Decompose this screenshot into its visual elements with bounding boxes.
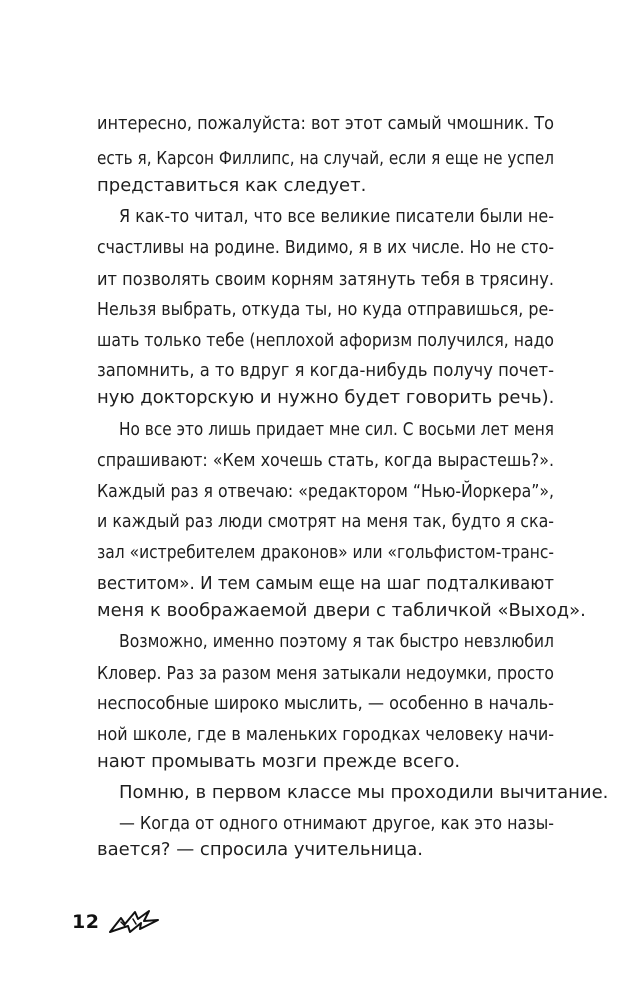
page-footer bbox=[72, 902, 163, 942]
text-line bbox=[0, 230, 619, 266]
line-text: и каждый раз люди смотрят на меня так, будто я ска- bbox=[97, 511, 554, 532]
line-text: меня к воображаемой двери с табличкой «Выход». bbox=[97, 600, 586, 621]
line-text: ной школе, где в маленьких городках человеку начи- bbox=[97, 724, 554, 745]
text-line bbox=[0, 832, 619, 868]
line-text: вается? — спросила учительница. bbox=[97, 839, 424, 860]
line-text: интересно, пожалуйста: вот этот самый чмошник. То bbox=[97, 113, 554, 134]
line-text: веститом». И тем самым еще на шаг подталкивают bbox=[97, 573, 554, 594]
line-text: Но все это лишь придает мне сил. С восьми лет меня bbox=[119, 419, 554, 440]
line-text: ную докторскую и нужно будет говорить речь). bbox=[97, 387, 555, 408]
line-text: счастливы на родине. Видимо, я в их числе. Но не сто- bbox=[97, 237, 554, 258]
line-text: Возможно, именно поэтому я так быстро невзлюбил bbox=[119, 631, 554, 652]
line-text: представиться как следует. bbox=[97, 175, 367, 196]
line-text: неспособные широко мыслить, — особенно в началь- bbox=[97, 693, 554, 714]
line-text: запомнить, а то вдруг я когда-нибудь получу почет- bbox=[97, 360, 554, 381]
line-text: зал «истребителем драконов» или «гольфистом-транс- bbox=[97, 542, 554, 563]
line-text: Я как-то читал, что все великие писатели были не- bbox=[119, 206, 554, 227]
line-text: Кловер. Раз за разом меня затыкали недоумки, просто bbox=[97, 663, 554, 684]
line-text: шать только тебе (неплохой афоризм получился, надо bbox=[97, 330, 554, 351]
lightning-bolt-icon bbox=[107, 908, 163, 936]
line-text: есть я, Карсон Филлипс, на случай, если я еще не успел bbox=[97, 148, 554, 169]
line-text: Нельзя выбрать, откуда ты, но куда отправишься, ре- bbox=[97, 299, 554, 320]
line-text: Каждый раз я отвечаю: «редактором “Нью-Йоркера”», bbox=[97, 481, 554, 502]
line-text: нают промывать мозги прежде всего. bbox=[97, 751, 461, 772]
line-text: Помню, в первом классе мы проходили вычитание. bbox=[119, 782, 609, 803]
text-line bbox=[0, 624, 619, 660]
text-line bbox=[0, 106, 619, 142]
line-text: спрашивают: «Кем хочешь стать, когда вырастешь?». bbox=[97, 450, 554, 471]
line-text: — Когда от одного отнимают другое, как это назы- bbox=[119, 813, 554, 834]
text-line bbox=[0, 380, 619, 416]
line-text: ит позволять своим корням затянуть тебя в трясину. bbox=[97, 269, 554, 290]
page-number: 12 bbox=[72, 911, 100, 933]
